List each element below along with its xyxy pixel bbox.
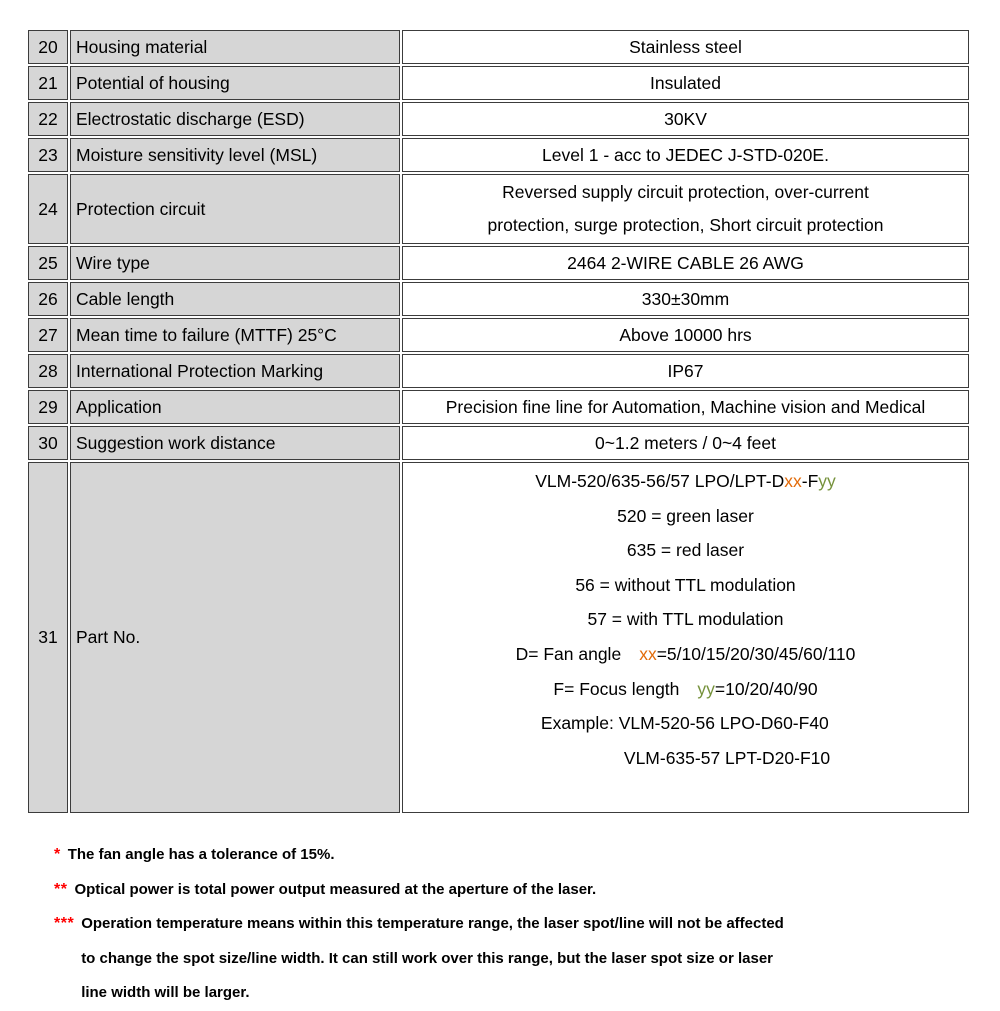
spec-value: 2464 2-WIRE CABLE 26 AWG (402, 246, 969, 280)
row-number: 30 (28, 426, 68, 460)
spec-label: Potential of housing (70, 66, 400, 100)
fan-angle-label: D= Fan angle (515, 643, 622, 664)
row-number: 22 (28, 102, 68, 136)
example-line-2: VLM-635-57 LPT-D20-F10 (623, 747, 831, 768)
model-prefix: VLM-520/635-56/57 LPO/LPT-D (535, 471, 785, 491)
spec-label: Electrostatic discharge (ESD) (70, 102, 400, 136)
spec-value: 0~1.2 meters / 0~4 feet (402, 426, 969, 460)
asterisk-marker: *** (54, 915, 75, 933)
asterisk-marker: * (54, 846, 61, 863)
focus-length-line (404, 672, 967, 707)
row-number: 21 (28, 66, 68, 100)
spec-value: IP67 (402, 354, 969, 388)
spec-label: Wire type (70, 246, 400, 280)
table-row (28, 30, 969, 64)
fan-angle-values: =5/10/15/20/30/45/60/110 (656, 643, 856, 664)
spec-label: Mean time to failure (MTTF) 25°C (70, 318, 400, 352)
spec-label: Moisture sensitivity level (MSL) (70, 138, 400, 172)
example-block (404, 706, 967, 775)
model-mid: -F (801, 471, 819, 491)
spec-label: Housing material (70, 30, 400, 64)
footnote (54, 838, 974, 873)
spec-value: 330±30mm (402, 282, 969, 316)
part-no-desc-line: 520 = green laser (617, 505, 754, 526)
row-number: 31 (28, 462, 68, 813)
spec-value: Above 10000 hrs (402, 318, 969, 352)
footnote (54, 907, 974, 1011)
spec-label: Cable length (70, 282, 400, 316)
row-number: 24 (28, 174, 68, 244)
spec-value: Stainless steel (402, 30, 969, 64)
spec-label: Application (70, 390, 400, 424)
row-number: 26 (28, 282, 68, 316)
spec-sheet (26, 28, 971, 815)
table-row (28, 426, 969, 460)
table-row (28, 102, 969, 136)
table-row (28, 390, 969, 424)
fan-angle-line (404, 637, 967, 672)
row-number: 27 (28, 318, 68, 352)
part-no-desc-line: 635 = red laser (626, 540, 745, 561)
row-number: 25 (28, 246, 68, 280)
footnote-line: to change the spot size/line width. It can still work over this range, but the laser spot size or laser (81, 949, 774, 967)
spec-label: Protection circuit (70, 174, 400, 244)
focus-length-label: F= Focus length (553, 678, 680, 699)
table-row (28, 318, 969, 352)
part-no-model-line (404, 464, 967, 499)
footnotes (54, 838, 974, 1011)
footnote-text (68, 838, 974, 873)
spec-value: Level 1 - acc to JEDEC J-STD-020E. (402, 138, 969, 172)
part-no-desc-line: 56 = without TTL modulation (575, 574, 796, 595)
spec-value: Insulated (402, 66, 969, 100)
spec-label: Suggestion work distance (70, 426, 400, 460)
footnote-text (81, 907, 974, 1011)
footnote-line: The fan angle has a tolerance of 15%. (67, 846, 335, 863)
table-row (28, 66, 969, 100)
spec-table (26, 28, 971, 815)
table-row (28, 138, 969, 172)
footnote (54, 873, 974, 908)
footnote-line: line width will be larger. (81, 984, 250, 1002)
part-no-desc-line: 57 = with TTL modulation (587, 609, 784, 630)
table-row (28, 174, 969, 244)
footnote-line: Operation temperature means within this temperature range, the laser spot/line will not be affected (81, 915, 784, 933)
spec-label: Part No. (70, 462, 400, 813)
spec-value (402, 174, 969, 244)
focus-yy-code: yy (697, 678, 715, 699)
focus-length-values: =10/20/40/90 (714, 678, 818, 699)
row-number: 20 (28, 30, 68, 64)
example-line-1: Example: VLM-520-56 LPO-D60-F40 (540, 713, 829, 734)
table-row (28, 282, 969, 316)
model-yy-code: yy (818, 471, 836, 491)
spec-value: Precision fine line for Automation, Machine vision and Medical (402, 390, 969, 424)
spec-value: 30KV (402, 102, 969, 136)
spec-value-line: Reversed supply circuit protection, over-current (502, 182, 869, 202)
spec-value-line: protection, surge protection, Short circuit protection (487, 215, 884, 235)
example-lines (541, 706, 830, 775)
model-xx-code: xx (784, 471, 802, 491)
footnote-text (74, 873, 974, 908)
asterisk-marker: ** (54, 880, 68, 898)
spec-label: International Protection Marking (70, 354, 400, 388)
table-row (28, 246, 969, 280)
footnote-line: Optical power is total power output measured at the aperture of the laser. (74, 880, 597, 898)
table-row (28, 354, 969, 388)
row-number: 28 (28, 354, 68, 388)
row-number: 29 (28, 390, 68, 424)
table-row-part-no (28, 462, 969, 813)
part-no-cell (402, 462, 969, 813)
row-number: 23 (28, 138, 68, 172)
fan-xx-code: xx (639, 643, 657, 664)
